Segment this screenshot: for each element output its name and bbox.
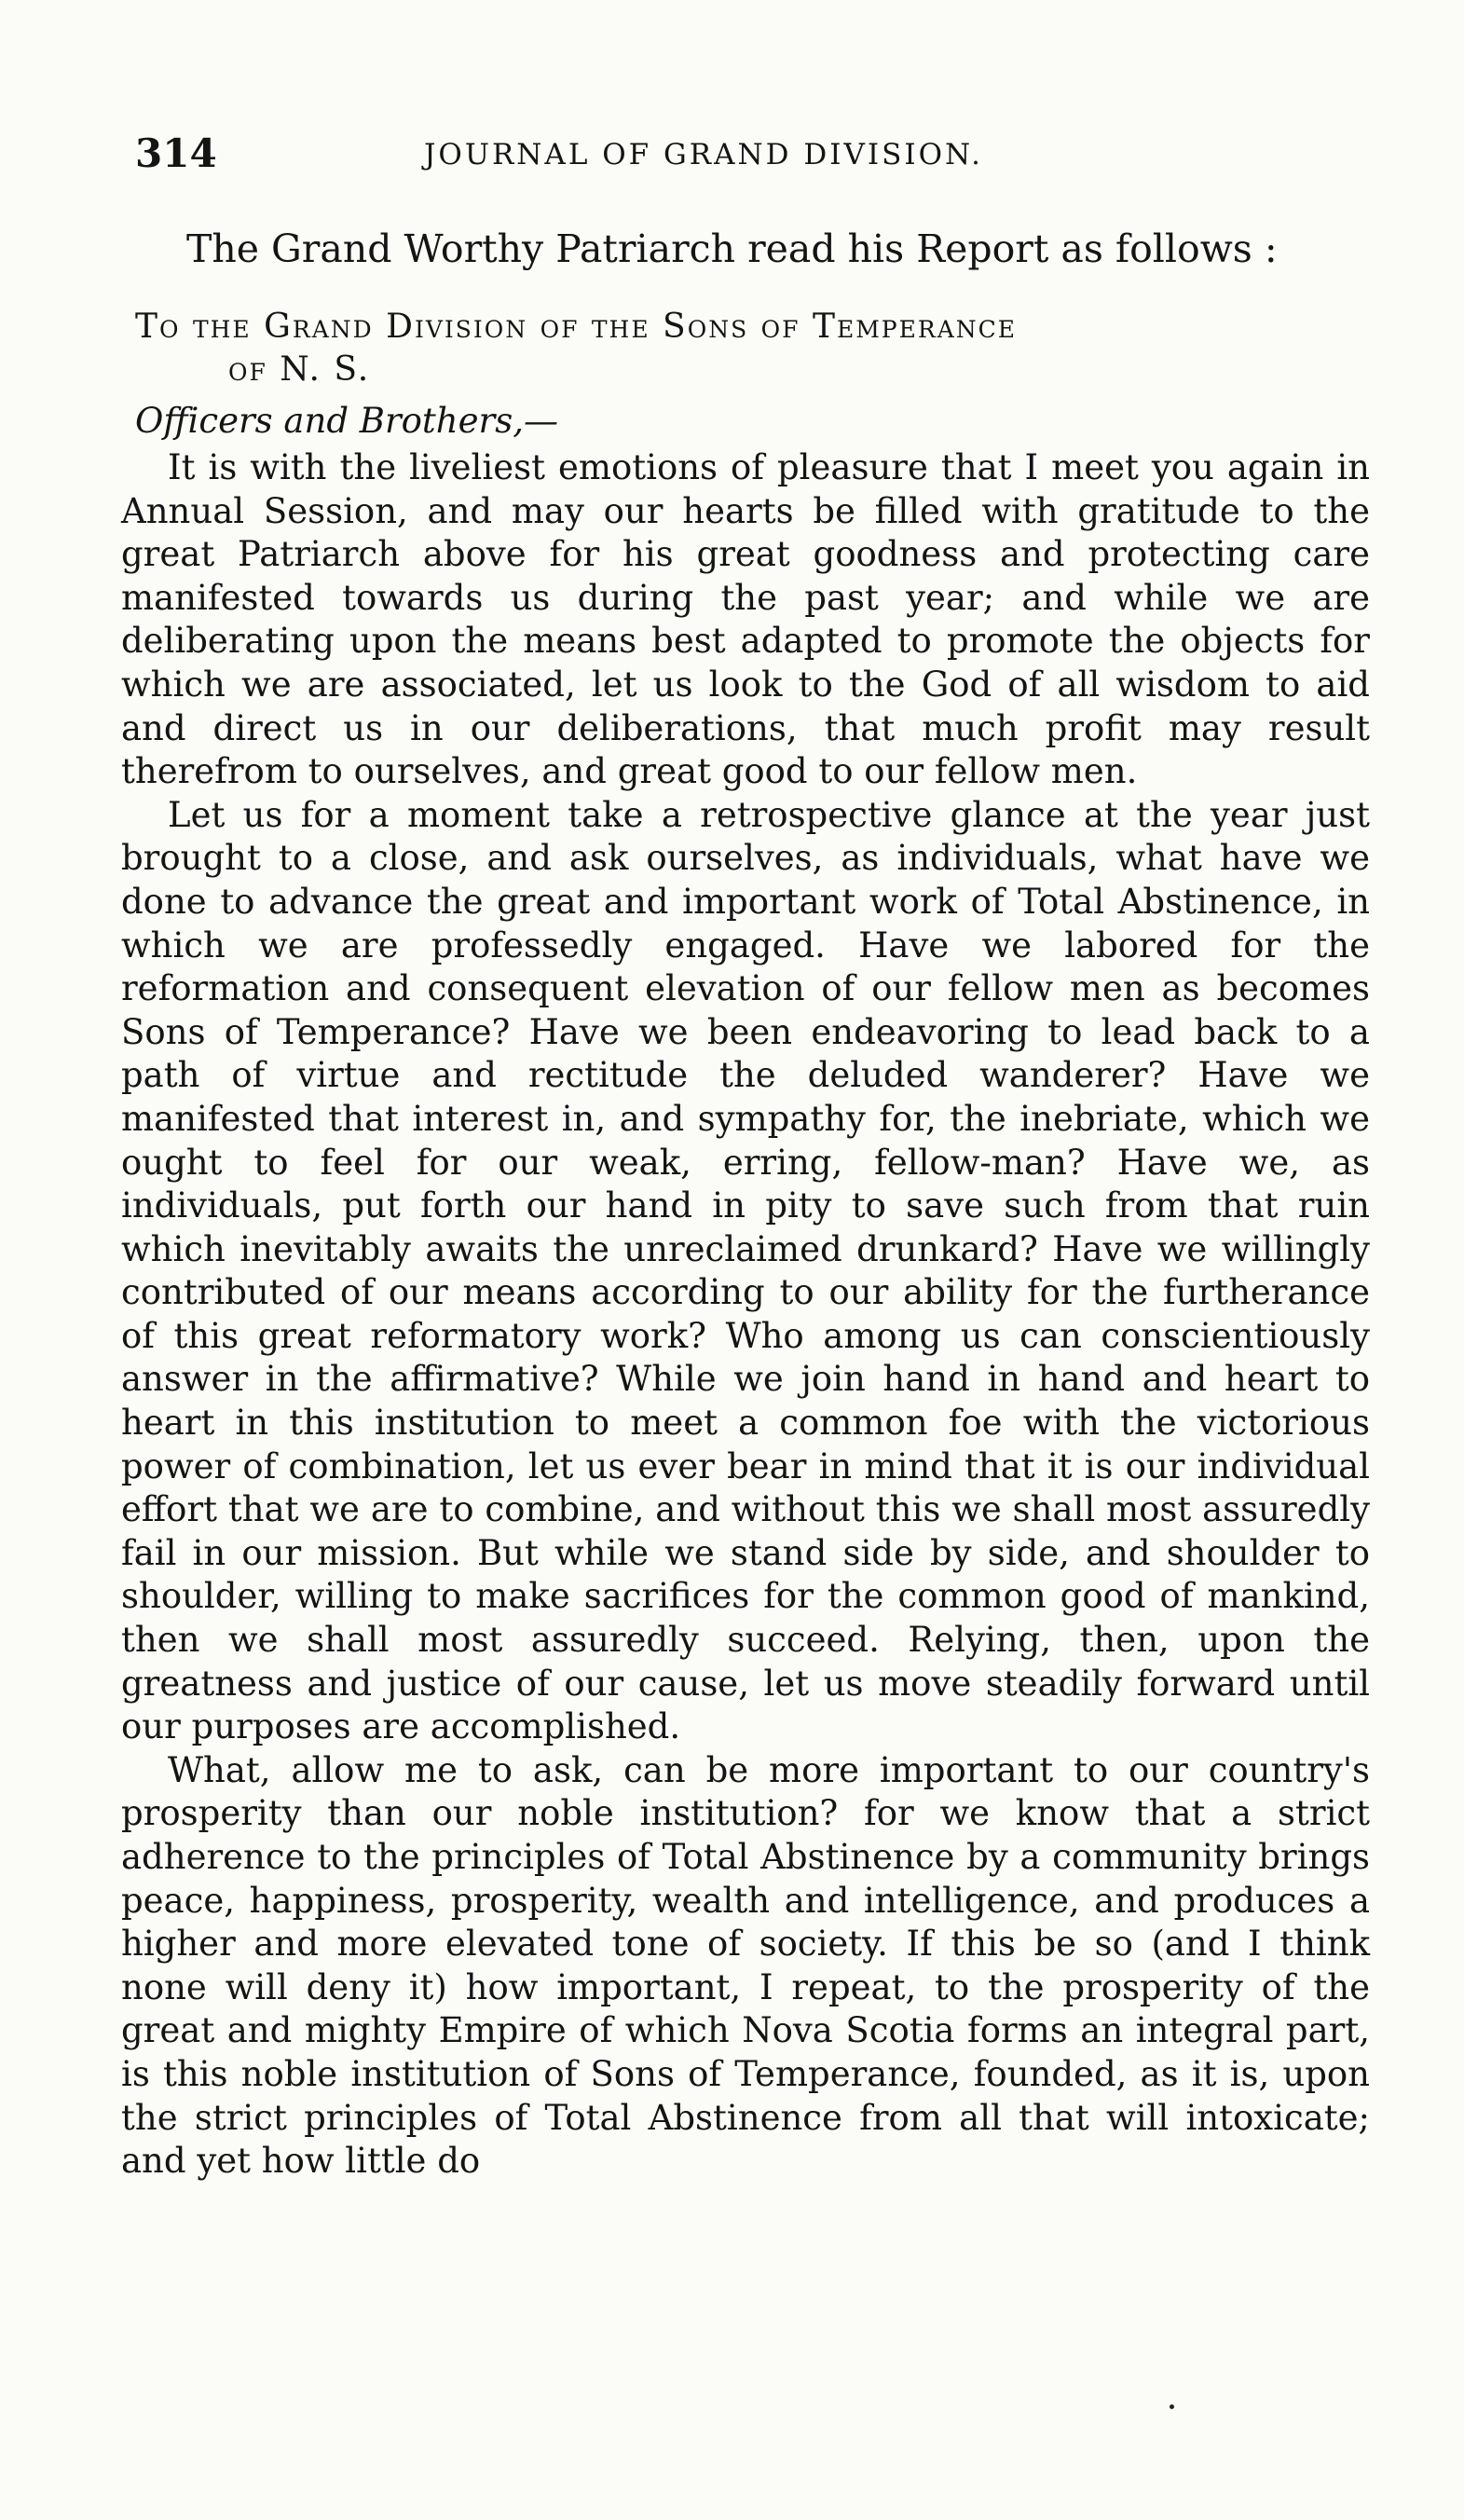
paragraph: It is with the liveliest emotions of pleasure that I meet you again in Annual Session, and may our hearts be filled with gratitude to the great Patriarch above for his great goodness and protecting care manifested towards us during the past year; and while we are deliberating upon the means best adapted to promote the objects for which we are associated, let us look to the God of all wisdom to aid and direct us in our deliberations, that much profit may result therefrom to ourselves, and great good to our fellow men. bbox=[121, 447, 1370, 792]
running-head bbox=[121, 130, 1370, 186]
address-line-1: To the Grand Division of the Sons of Temperance bbox=[135, 308, 1018, 346]
ink-speck bbox=[1170, 2404, 1174, 2409]
paragraph: What, allow me to ask, can be more important to our country's prosperity than our noble institution? for we know that a strict adherence to the principles of Total Abstinence by a community brings peace, happiness, prosperity, wealth and intelligence, and produces a higher and more elevated tone of society. If this be so (and I think none will deny it) how important, I repeat, to the prosperity of the great and mighty Empire of which Nova Scotia forms an integral part, is this noble institution of Sons of Temperance, founded, as it is, upon the strict principles of Total Abstinence from all that will intoxicate; and yet how little do bbox=[121, 1749, 1370, 2182]
intro-line: The Grand Worthy Patriarch read his Report as follows : bbox=[186, 226, 1278, 271]
paragraph: Let us for a moment take a retrospective glance at the year just brought to a close, and ask ourselves, as individuals, what have we done to advance the great and important work of Total Abstinence, in which we are professedly engaged. Have we labored for the reformation and consequent elevation of our fellow men as becomes Sons of Temperance? Have we been endeavoring to lead back to a path of virtue and rectitude the deluded wanderer? Have we manifested that interest in, and sympathy for, the inebriate, which we ought to feel for our weak, erring, fellow-man? Have we, as individuals, put forth our hand in pity to save such from that ruin which inevitably awaits the unreclaimed drunkard? Have we willingly contributed of our means according to our ability for the furtherance of this great reformatory work? Who among us can conscientiously answer in the affirmative? While we join hand in hand and heart to heart in this institution to meet a common foe with the victorious power of combination, let us ever bear in mind that it is our individual effort that we are to combine, and without this we shall most assuredly fail in our mission. But while we stand side by side, and shoulder to shoulder, willing to make sacrifices for the common good of mankind, then we shall most assuredly succeed. Relying, then, upon the greatness and justice of our cause, let us move steadily forward until our purposes are accomplished. bbox=[121, 794, 1370, 1747]
page-number: 314 bbox=[135, 130, 217, 176]
report-body bbox=[121, 446, 1370, 2184]
running-title: JOURNAL OF GRAND DIVISION. bbox=[424, 138, 983, 171]
address-line-2: of N. S. bbox=[228, 350, 371, 389]
salutation: Officers and Brothers,— bbox=[135, 401, 558, 441]
journal-page bbox=[121, 130, 1370, 2184]
address-block bbox=[135, 306, 1370, 391]
